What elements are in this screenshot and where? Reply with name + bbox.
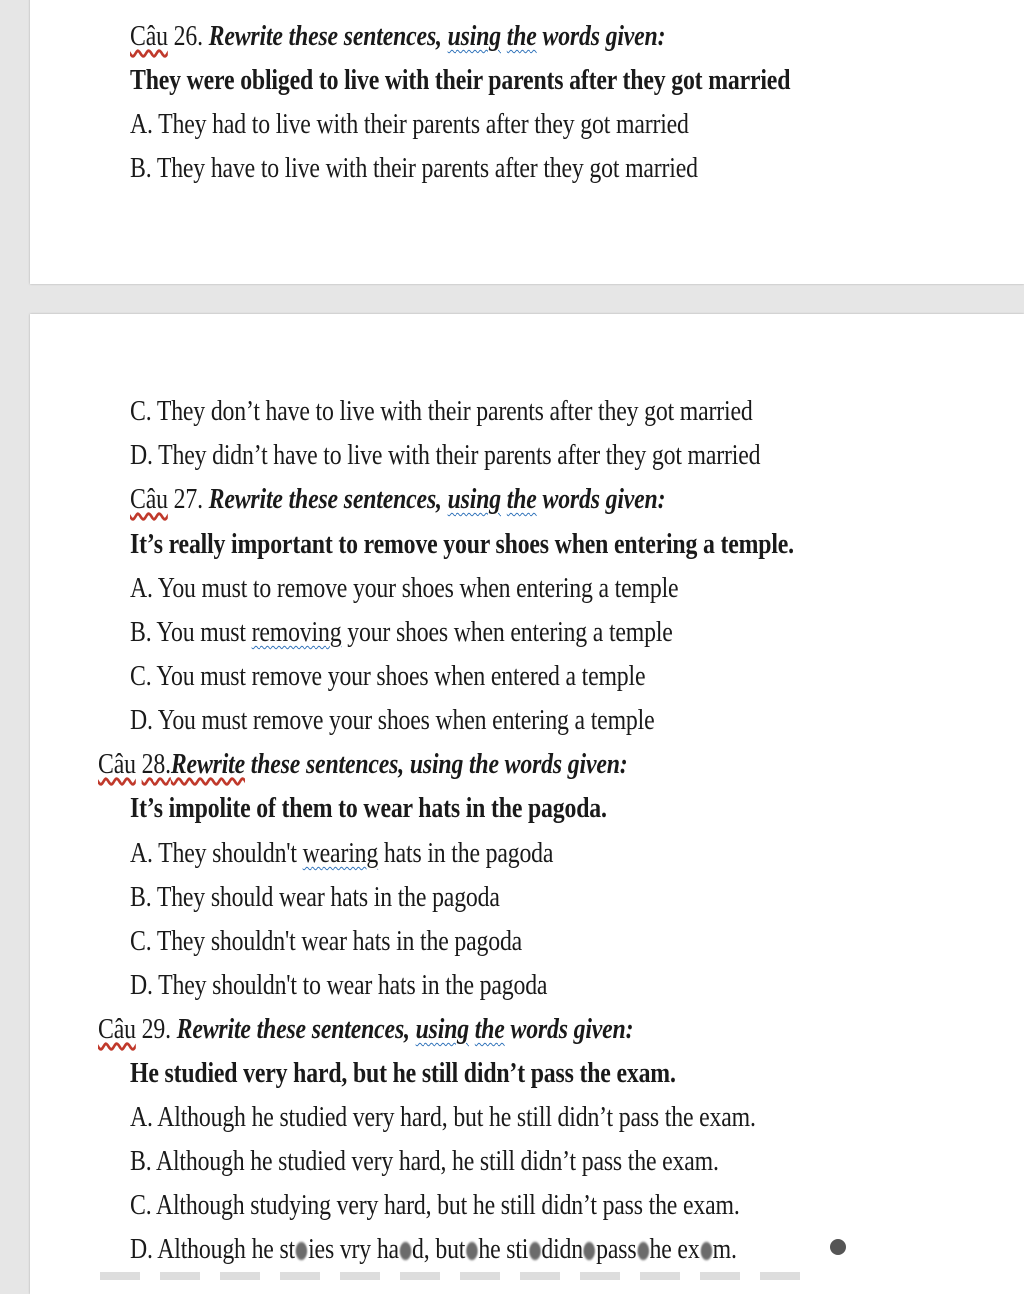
question-label: Câu: [98, 748, 136, 780]
question-instruction: Rewrite these sentences, using the words given:: [208, 20, 666, 52]
question-28-option-c: C. They shouldn't wear hats in the pagoda: [130, 925, 523, 957]
question-26-heading: [130, 18, 665, 54]
question-instruction: Rewrite these sentences, using the words given:: [176, 1013, 634, 1045]
question-26-option-c: C. They don’t have to live with their parents after they got married: [130, 395, 753, 427]
smudge-mark: [700, 1242, 711, 1260]
smudge-mark: [466, 1242, 477, 1260]
question-number: 29.: [141, 1013, 171, 1045]
question-26-option-a: A. They had to live with their parents after they got married: [130, 108, 689, 140]
cut-off-next-line: [100, 1272, 800, 1280]
question-28-heading: [98, 746, 628, 782]
smudge-mark: [529, 1242, 540, 1260]
question-29-heading: [98, 1011, 633, 1047]
dot-icon: [830, 1239, 846, 1255]
question-29-option-b: B. Although he studied very hard, he still didn’t pass the exam.: [130, 1145, 719, 1177]
question-27-option-b: B. You must removing your shoes when entering a temple: [130, 616, 673, 648]
question-28-prompt: It’s impolite of them to wear hats in the pagoda.: [130, 792, 607, 824]
question-27-option-d: D. You must remove your shoes when entering a temple: [130, 704, 655, 736]
question-28-option-d: D. They shouldn't to wear hats in the pagoda: [130, 969, 548, 1001]
smudge-mark: [584, 1242, 595, 1260]
question-label: Câu: [130, 483, 168, 515]
question-27-option-c: C. You must remove your shoes when entered a temple: [130, 660, 646, 692]
question-28-option-b: B. They should wear hats in the pagoda: [130, 881, 500, 913]
smudge-mark: [637, 1242, 648, 1260]
question-number: 27.: [173, 483, 203, 515]
smudge-mark: [400, 1242, 411, 1260]
question-27-prompt: It’s really important to remove your shoes when entering a temple.: [130, 528, 794, 560]
question-26-option-b: B. They have to live with their parents after they got married: [130, 152, 698, 184]
question-label: Câu: [98, 1013, 136, 1045]
document-page-1: [30, 0, 1024, 284]
question-29-prompt: He studied very hard, but he still didn’t pass the exam.: [130, 1057, 676, 1089]
question-number: 26.: [173, 20, 203, 52]
smudge-mark: [296, 1242, 307, 1260]
question-27-heading: [130, 481, 665, 517]
question-instruction: Rewrite these sentences, using the words given:: [208, 483, 666, 515]
question-26-prompt: They were obliged to live with their parents after they got married: [130, 64, 791, 96]
question-29-option-c: C. Although studying very hard, but he still didn’t pass the exam.: [130, 1189, 740, 1221]
question-29-option-d: D. Although he st ies vry ha d, but he sti didn pass he ex m.: [130, 1233, 737, 1265]
question-29-option-a: A. Although he studied very hard, but he still didn’t pass the exam.: [130, 1101, 756, 1133]
question-28-option-a: A. They shouldn't wearing hats in the pagoda: [130, 837, 554, 869]
document-page-2: [30, 314, 1024, 1294]
question-number: 28.Rewrite: [141, 748, 246, 780]
question-26-option-d: D. They didn’t have to live with their parents after they got married: [130, 439, 761, 471]
question-27-option-a: A. You must to remove your shoes when entering a temple: [130, 572, 679, 604]
question-instruction: these sentences, using the words given:: [250, 748, 628, 780]
question-label: Câu: [130, 20, 168, 52]
